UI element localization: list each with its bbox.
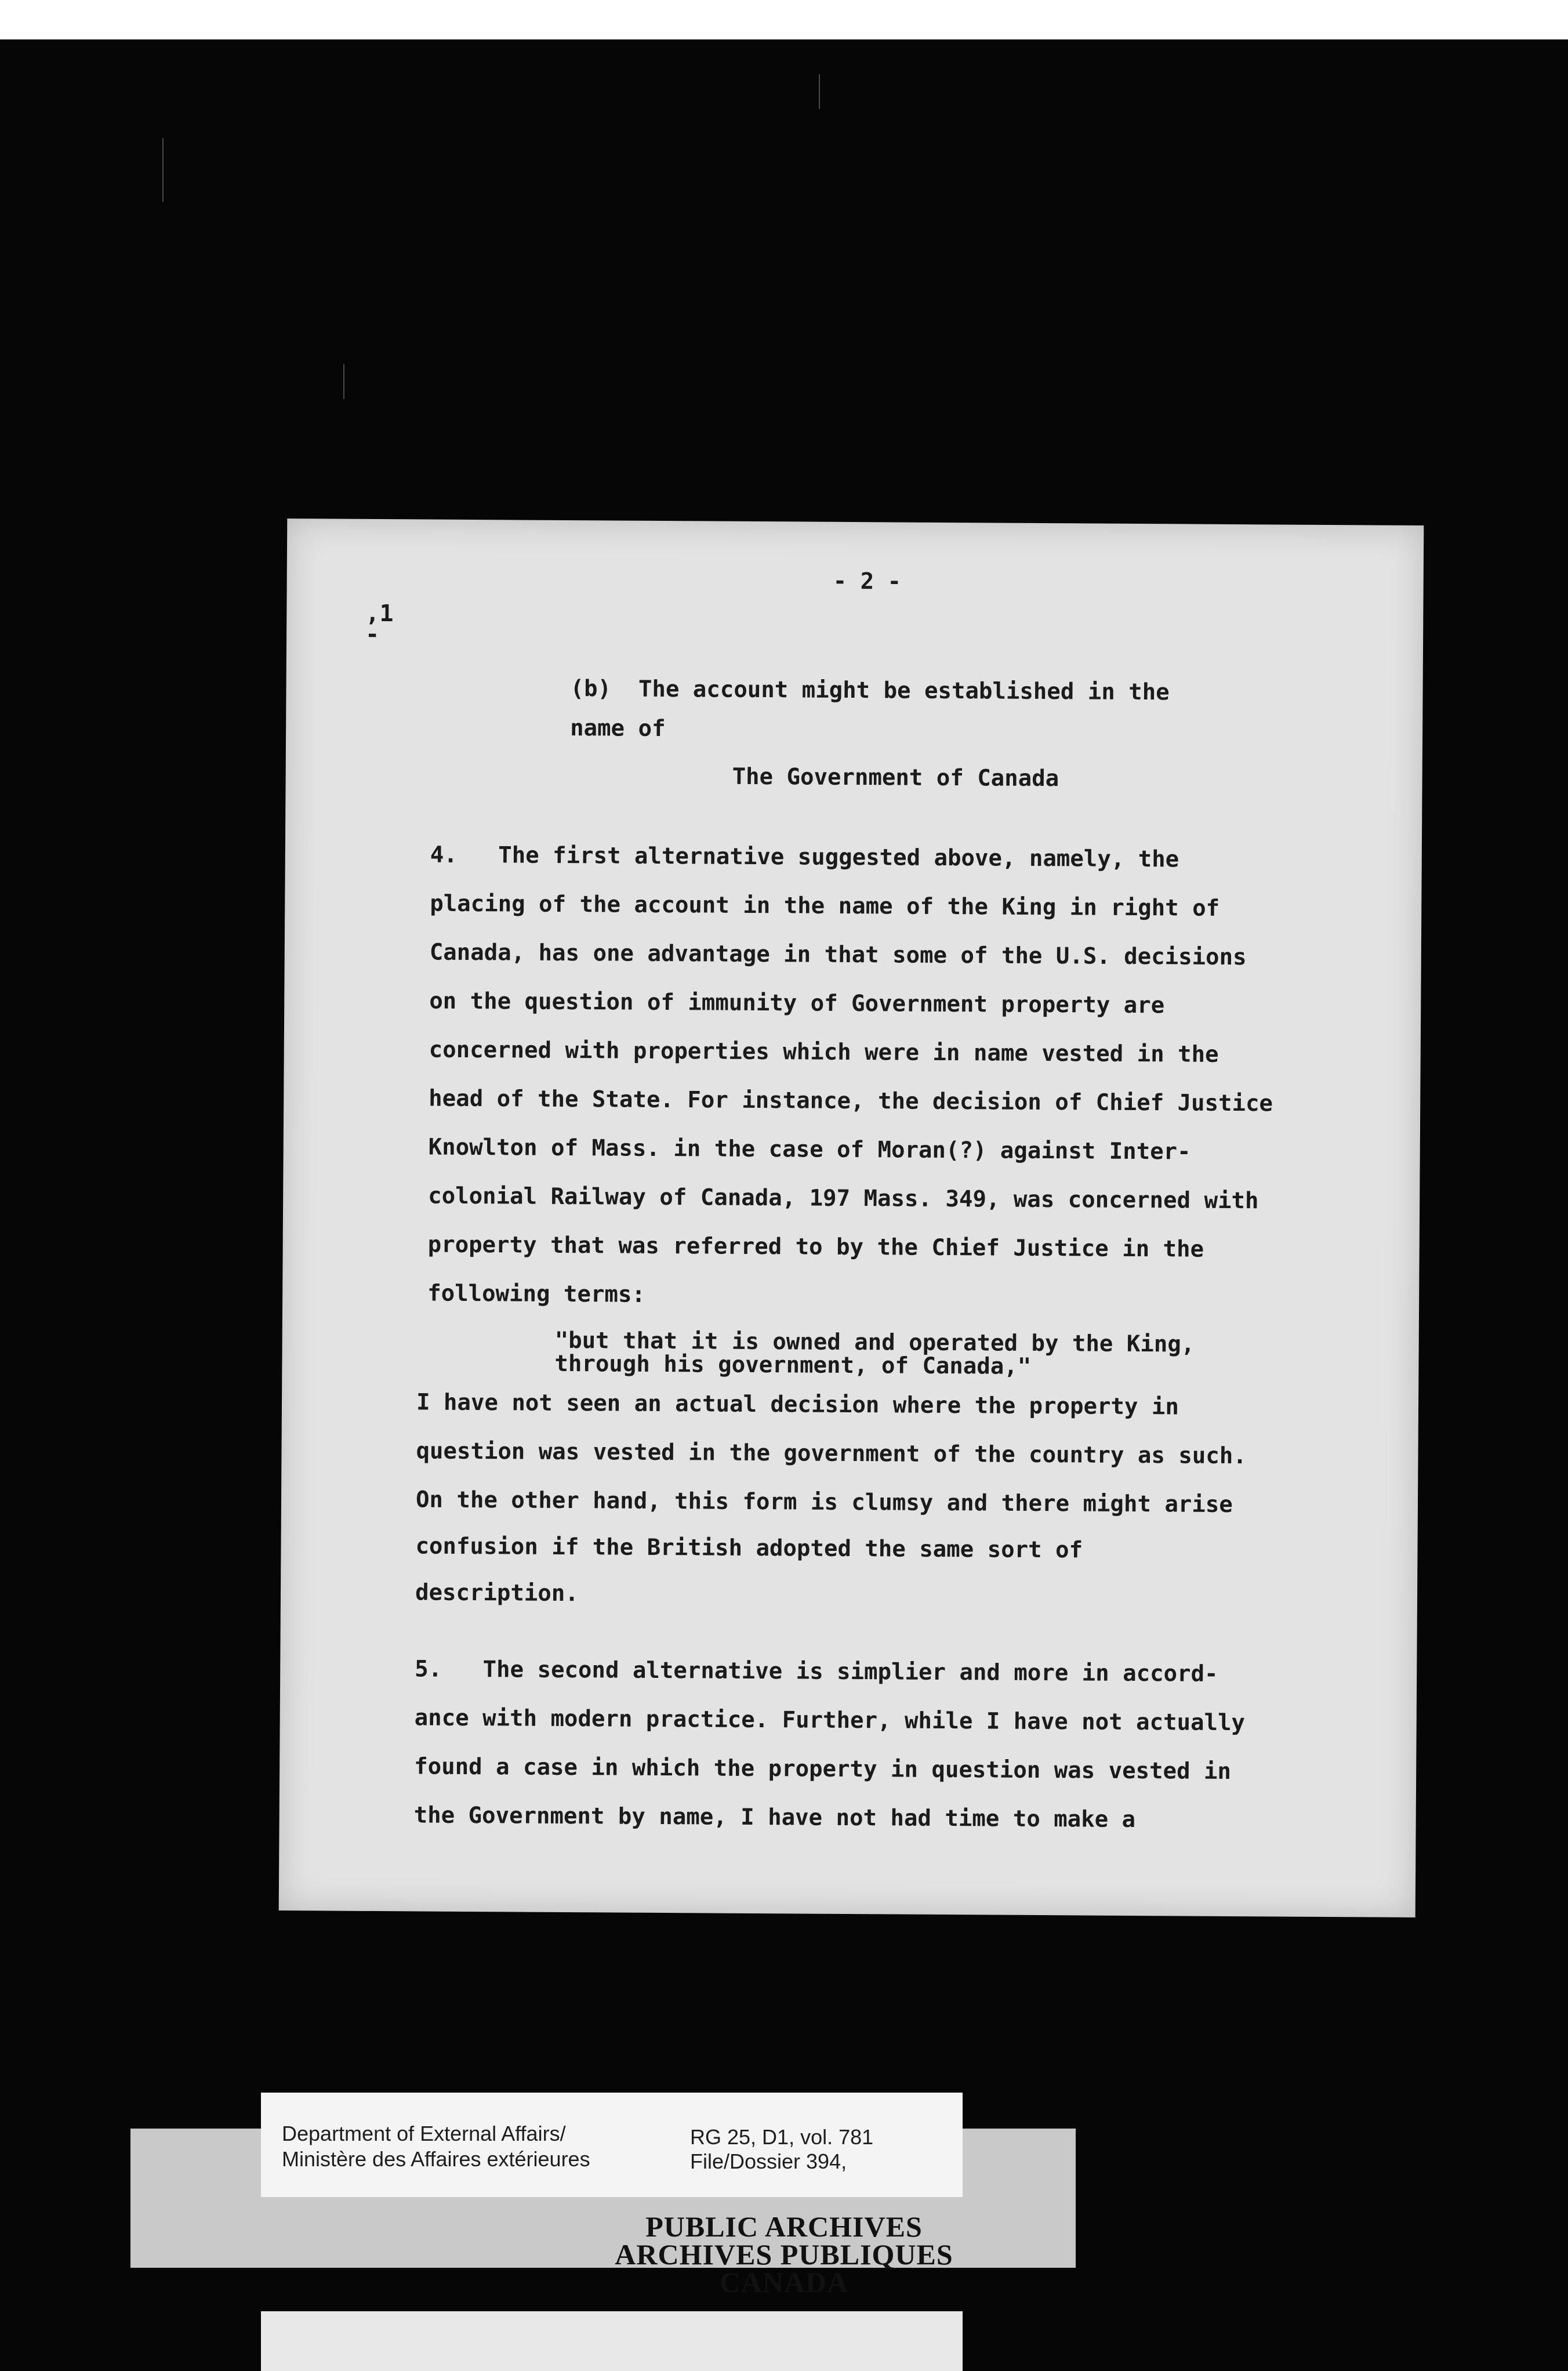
page-number: - 2 - [833, 568, 902, 595]
text-line: question was vested in the government of the country as such. [416, 1438, 1247, 1470]
text-line: placing of the account in the name of the King in right of [430, 890, 1220, 922]
text-line: description. [415, 1579, 579, 1607]
text-line: 5. The second alternative is simplier and more in accord- [415, 1656, 1218, 1687]
text-line: on the question of immunity of Government property are [429, 988, 1165, 1019]
text-line: colonial Railway of Canada, 197 Mass. 349, was concerned with [428, 1183, 1259, 1214]
text-line: following terms: [427, 1280, 646, 1308]
film-scratch [162, 138, 164, 202]
reference-number: RG 25, D1, vol. 781 [690, 2125, 874, 2149]
archives-stamp-line-3: CANADA [719, 2266, 849, 2299]
text-line: Canada, has one advantage in that some of the U.S. decisions [429, 939, 1247, 971]
text-line: (b) The account might be established in the [570, 676, 1170, 706]
quoted-line: through his government, of Canada," [554, 1350, 1032, 1380]
text-line: Knowlton of Mass. in the case of Moran(?) against Inter- [428, 1134, 1191, 1165]
margin-mark: - [365, 621, 380, 648]
archive-label-base [261, 2311, 963, 2371]
film-scratch [819, 74, 820, 109]
text-line: head of the State. For instance, the decision of Chief Justice [429, 1085, 1273, 1117]
archives-stamp-line-1: PUBLIC ARCHIVES [645, 2210, 923, 2243]
archives-stamp-line-2: ARCHIVES PUBLIQUES [615, 2238, 953, 2271]
text-line: On the other hand, this form is clumsy and there might arise [415, 1487, 1233, 1518]
text-line: ance with modern practice. Further, while I have not actually [414, 1705, 1246, 1736]
text-line: confusion if the British adopted the same sort of [415, 1533, 1083, 1564]
text-line: found a case in which the property in question was vested in [414, 1753, 1232, 1785]
text-line: 4. The first alternative suggested above, namely, the [430, 842, 1179, 873]
department-french: Ministère des Affaires extérieures [282, 2147, 590, 2171]
text-line: property that was referred to by the Chief Justice in the [427, 1231, 1204, 1263]
text-line: The Government of Canada [732, 763, 1059, 792]
margin-mark: ,1 [365, 600, 394, 628]
file-number: File/Dossier 394, [690, 2149, 847, 2173]
quoted-line: "but that it is owned and operated by the King, [554, 1327, 1195, 1358]
text-line: I have not seen an actual decision where the property in [416, 1389, 1179, 1420]
text-line: concerned with properties which were in name vested in the [429, 1036, 1219, 1068]
archive-label [261, 2093, 963, 2197]
film-scratch [343, 364, 344, 399]
text-line: the Government by name, I have not had time to make a [413, 1802, 1136, 1833]
typewritten-page [279, 519, 1424, 1917]
text-line: name of [570, 715, 666, 742]
department-english: Department of External Affairs/ [282, 2122, 566, 2145]
